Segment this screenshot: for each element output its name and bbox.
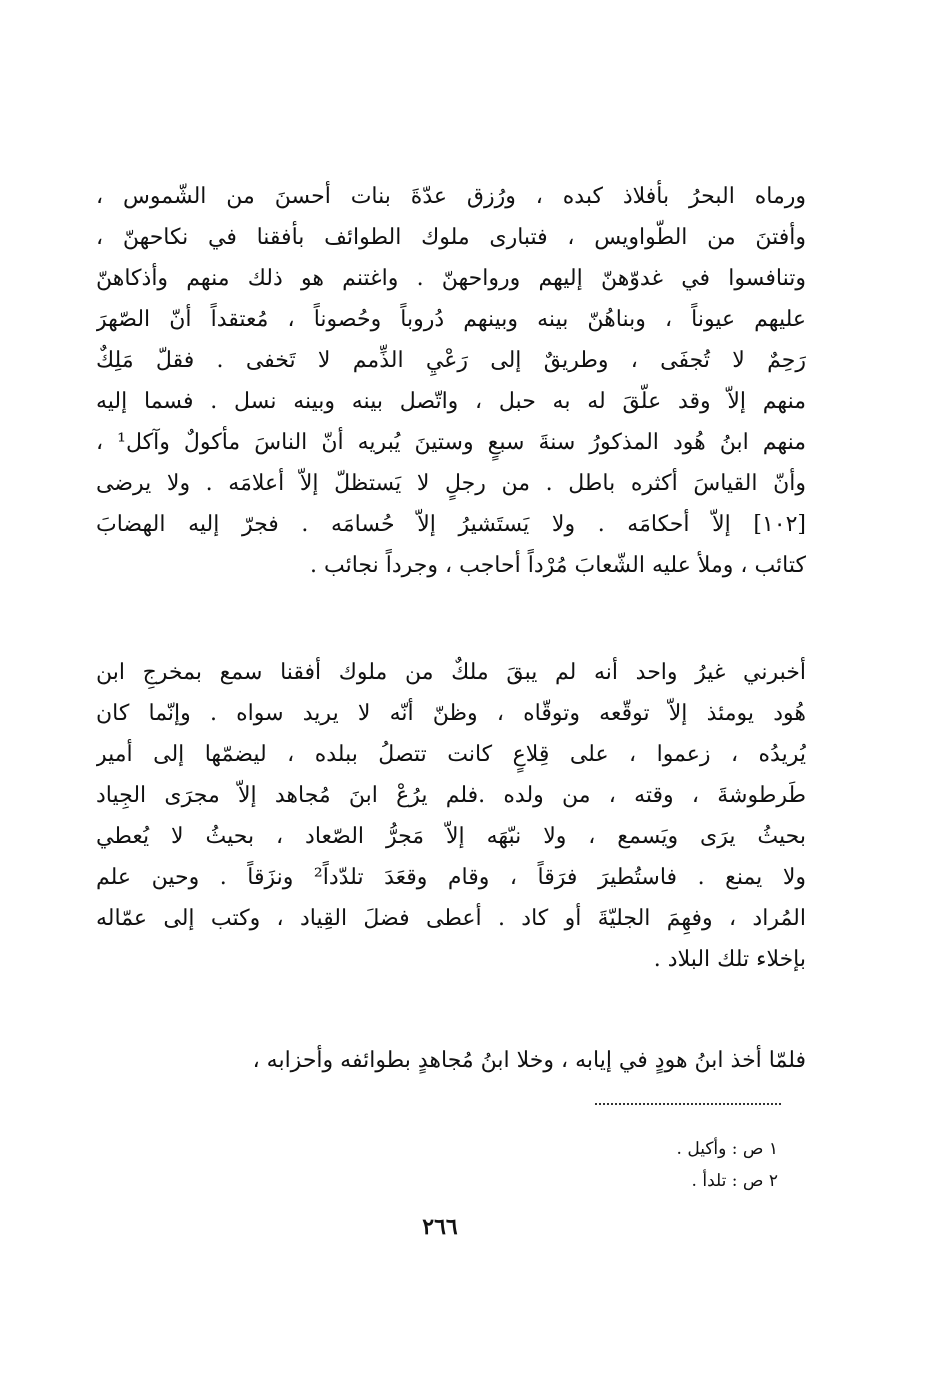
paragraph-1 (96, 176, 806, 586)
text-line: فلمّا أخذ ابنُ هودٍ في إيابه ، وخلا ابنُ مُجاهدٍ بطوائفه وأحزابه ، (252, 1048, 806, 1073)
text-line: منهم إلاّ وقد علّقَ له به حبل ، واتّصل بينه وبينه نسل . فسما إليه (96, 389, 806, 414)
text-line: عليهم عيوناً ، وبناهُنّ بينه وبينهم دُروباً وحُصوناً ، مُعتقداً أنّ الصّهرَ (96, 307, 806, 332)
footnote: ٢ ص : تلدأ . (691, 1171, 778, 1191)
paragraph-2 (96, 652, 806, 980)
text-line: المُراد ، وفهِمَ الجليّةَ أو كاد . أعطى فضلَ القِياد ، وكتب إلى عمّاله (96, 906, 806, 931)
paragraph-3 (96, 1040, 806, 1081)
text-line: رَحِمٌ لا تُجفَى ، وطريقٌ إلى رَعْيِ الذِّمم لا تَخفى . فقلّ مَلِكٌ (96, 348, 806, 373)
text-line: طَرطوشةَ ، وقته ، من ولده .فلم يرُعْ ابنَ مُجاهد إلاّ مجرَى الجِياد (96, 783, 806, 808)
text-line: وتنافسوا في غدوّهنّ إليهم ورواحهنّ . واغتنم هو ذلك منهم وأذكاهنّ (96, 266, 806, 291)
text-line: يُريدُه ، زعموا ، على قِلاعٍ كانت تتصلُ ببلده ، ليضمّها إلى أمير (96, 742, 806, 767)
text-line: وأفتنَ من الطّواويس ، فتبارى ملوك الطوائف بأفقنا في نكاحهنّ ، (96, 225, 806, 250)
text-line: منهم ابنُ هُود المذكورُ سنةَ سبعٍ وستينَ يُبريه أنّ الناسَ مأكولٌ وآكل¹ ، (96, 430, 806, 455)
text-line: ولا يمنع . فاستُطيرَ فرَقاً ، وقام وقعَدَ تلدّداً² ونزَقاً . وحين علم (96, 865, 806, 890)
text-line: وأنّ القياسَ أكثره باطل . من رجلٍ لا يَستظلّ إلاّ أعلامَه . ولا يرضى (96, 471, 806, 496)
footnote: ١ ص : وأكيل . (676, 1139, 778, 1159)
text-line: [١٠٢] إلاّ أحكامَه . ولا يَستَشيرُ إلاّ حُسامَه . فجرّ إليه الهضابَ (96, 512, 806, 537)
text-line: كتائب ، وملأ عليه الشّعابَ مُرْداً أحاجب ، وجرداً نجائب . (310, 553, 806, 578)
page-number: ٢٦٦ (422, 1214, 458, 1240)
text-line: ورماه البحرُ بأفلاذ كبده ، ورُزق عدّةَ بنات أحسنَ من الشّموس ، (96, 184, 806, 209)
footnotes (560, 1133, 778, 1197)
text-line: أخبرني غيرُ واحد أنه لم يبقَ ملكٌ من ملوك أفقنا سمع بمخرجِ ابن (96, 660, 806, 685)
text-line: هُود يومئذ إلاّ توقّعه وتوقّاه ، وظنّ أنّه لا يريد سواه . وإنّما كان (96, 701, 806, 726)
text-line: بإخلاء تلك البلاد . (653, 947, 806, 972)
text-line: بحيثُ يرَى ويَسمع ، ولا نبّهَه إلاّ مَجرُّ الصّعاد ، بحيثُ لا يُعطي (96, 824, 806, 849)
footnote-separator (595, 1103, 781, 1105)
